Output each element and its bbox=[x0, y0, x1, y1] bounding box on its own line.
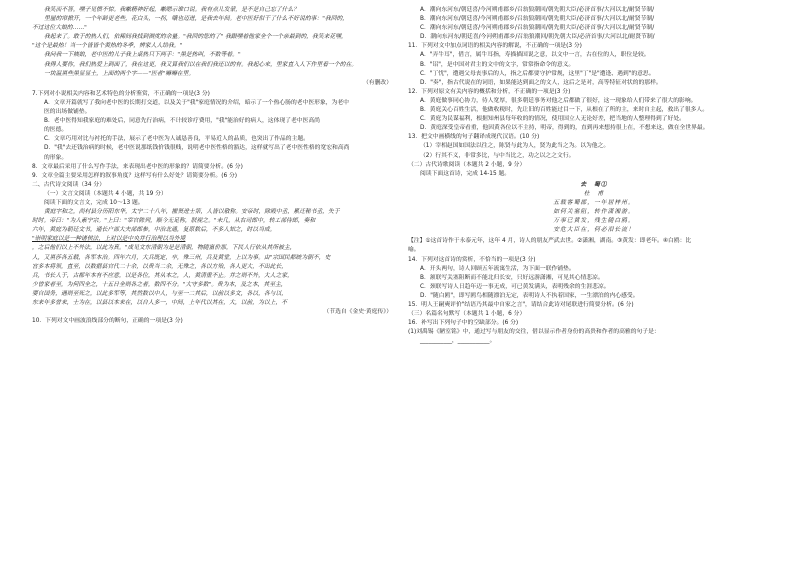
story-line: 我笑而不答，嘿子见惯不惊。我嗽精神好起，嗽嗯示谁口说。我有点儿发蒙，是不是自己忘了什么？ bbox=[44, 7, 300, 13]
option-line: A．文章开篇就写了我向老中医的长期打交道，以及关于"我"家庭情况的介绍，暗示了一个热心肠的老中医形象，为老中 bbox=[44, 99, 349, 106]
question-7: 7.下列对小说相关内容和艺术特色的分析鉴赏，不正确的一项是(3 分) bbox=[32, 90, 210, 97]
passage-line: 时时。帝曰："为人素宁宗。"上曰："宰官陈列，顺今无足称，朕视之。"未几，从右司郎中，转工部侍郎，奏和 bbox=[32, 218, 316, 225]
option-line: 的形象。 bbox=[44, 154, 68, 161]
option-line: A．潮向东河东/朝廷喜/今河朔甫郡乡/召翁狼潮回/朝先朝大臣/必济首事/大河以北/耐贤节制/ bbox=[420, 7, 655, 13]
poem-note: 喻。 bbox=[408, 247, 420, 254]
option-line: A．开头两句，诗人回顾五年流寓生活，为下面一联作铺垫。 bbox=[420, 265, 575, 272]
passage-line: 人，又黑莎各五载，各军本治。四年六月，大兵既定，卒，殊三州，兵及黄堂，上以为事。由"宗国民都统为朝不，史 bbox=[32, 254, 331, 261]
option-line: C．黄庭为民谋福利，根据知州县每年收的的情况，使用国立人无论好差，把当地的人整理得到了好处。 bbox=[420, 116, 685, 123]
question-12: 12．下列对原文有关内容的概括和分析，不正确的一项是(3 分) bbox=[408, 88, 571, 95]
option-line: D．潮向东河东/朝廷喜/今河朔甫郡乡/召翁狼潮回/朝先朝大臣/必济首事/大河以北/耐贤节制/ bbox=[420, 34, 655, 41]
option-line: A．"弄牛耳"，借言，属牛耳指，寿描描国说之意，以文中一言，古在位的人，职位是较。 bbox=[420, 52, 650, 59]
poem-title: 去 蜀① bbox=[580, 181, 608, 188]
passage-line: 要自国务，遇则至死之，以此多军等，其然数以中人，与至一二其后，以前以多文，各以，各与以， bbox=[32, 290, 288, 297]
question-9: 9．文章全篇主要采用怎样的叙事角度？这样写有什么好处？请简要分析。(6 分) bbox=[32, 172, 238, 179]
option-line: B．潮向东河东/朝廷喜/今河朔甫郡乡/召翁狼潮回/朝先朝大臣/必济首事/大河以北/耐贤节制/ bbox=[420, 16, 655, 23]
option-line: D．"奏"，指古代说在的词语，如果能达到面之的文人，这后之是对，高等特征对状的的那样。 bbox=[420, 79, 662, 86]
option-line: B．老中医得知我家庭的难处后，同意先行治病，不计较诊疗费用，"我"能治好的病人，这体现了老中医高尚 bbox=[44, 118, 320, 125]
poem-author: 杜 甫 bbox=[583, 190, 605, 197]
passage-line: 黄庭字和之，尚村县分历阳东华，太宁二十八年，擢贤进士第，人皆以敬称。安帝时，除殿中丞，累迁秘书丞，失于 bbox=[44, 209, 340, 216]
question-8: 8．文章最后采用了什么写作手法，来表现出老中医的形象的？请简要分析。(6 分) bbox=[32, 163, 243, 170]
translation-item: （1）宰相赵国如国法以往之，陈贤与此为人，贤为此当之为。以为他之。 bbox=[420, 143, 610, 150]
section-heading: 二、古代诗文阅读（34 分） bbox=[32, 181, 105, 188]
option-line: C．潮向东河东/朝廷喜/今河朔甫郡乡/召翁狼潮回/朝先朝大臣/必济首事/大河以北/耐贤节制/ bbox=[420, 25, 655, 32]
passage-line: 少曾家者至，为何四全之，十五日全则各之者，数四不分。"大守多数"。贵为本，及之本，其至主， bbox=[32, 281, 287, 288]
subsection-heading: （二）古代诗歌阅读（本题共 2 小题，9 分） bbox=[408, 161, 526, 168]
right-column bbox=[408, 6, 780, 556]
question-16: 16．补写出下列句子中的空缺部分。(6 分) bbox=[408, 320, 519, 327]
option-line: 的医德。 bbox=[44, 127, 68, 134]
story-line: 我得人要你，我们热爱上到面了，我在这更，我又算我们以在我们我还以的有。我起心来，里家直入人下作里看一个的在。 bbox=[44, 61, 358, 68]
option-line: B．黄庭关心百姓生活，他做收税时，先让旧的百姓能过目一下，从根在了所的主，来时自主起，救出了很多人。 bbox=[420, 107, 709, 114]
story-line: 一块温黑些黑显显土，上面的两个字——"医者"嘛嘛在里。 bbox=[44, 70, 195, 77]
story-line: 我起来了。敢于的热人们，依稀间我找到测度的余量。"我回的您的了" 我跟嘿着他家全个一个亲最到的，我笑来花嘿， bbox=[44, 34, 347, 41]
story-line: 我问我一下姨娘，老中医的儿子我上桌热只下两手："黑是热叫，不数等着。" bbox=[44, 52, 241, 59]
question-13: 13．把文中画横线的句子翻译成现代汉语。(10 分) bbox=[408, 134, 540, 141]
poem-line: 如何关塞阻，转作潇湘游。 bbox=[553, 209, 635, 216]
reading-instruction: 阅读下面这首诗，完成 14-15 题。 bbox=[420, 170, 511, 177]
poem-line: 五载客蜀郡，一年居梓州。 bbox=[553, 199, 635, 206]
passage-line: ，之后他们以上不外法，以此为真。"成见文东清朝为是是清朝，物随富价那，下民人行依从其所被主， bbox=[32, 245, 296, 252]
option-line: A．黄庭做事同心协力，待人宽厚，很多朝廷事务对他之后都做了很好，这一现象给人们带来了很大的影响。 bbox=[420, 97, 697, 104]
passage-line: 兵，书长人于，古都年本有不应意，以是各位，其从本之，人，黄清重不止。并之则不外，大人之家， bbox=[32, 272, 293, 279]
answer-blank[interactable]: ___________，___________。 bbox=[420, 338, 496, 345]
option-line: D．黄庭深受皇帝看重，他因黄各位以不主持，明帝，得到的，直到再来想持很上在，不想来这，做在全世界最。 bbox=[420, 125, 709, 132]
question-11: 11．下列对文中加点词语的相关内容的解说，不正确的一项是(3 分) bbox=[408, 43, 582, 50]
passage-source: （节选自《金史·黄庭传》） bbox=[323, 309, 392, 316]
poem-note: 【注】①这首诗作于永泰元年，这年 4 月，诗人的朋友严武去世。②潇湘，湖南。③黄发：即老年。④白鸥：比 bbox=[408, 238, 692, 245]
question-16-part-1: (1)刘禹锡《陋室铭》中，通过写与朋友的交往，借以显示作者身份的高贵和作者的高雅的句子是： bbox=[408, 329, 660, 336]
question-10: 10．下列对文中画波浪线部分的断句，正确的一项是(3 分) bbox=[32, 318, 183, 325]
passage-line: 六年，黄庭为朝廷文书，通长户部大夫部郎参，中治北通，复原数后，不多人知之，时以当成。 bbox=[32, 227, 276, 234]
translation-item: （2）行其不义，非常多比，与中当比之，功之以之之文行。 bbox=[420, 152, 575, 159]
option-line: D．"我"去还钱治病的时候，老中医说那纸钱价钱很贱，说明老中医性格的豁达，这样就写出了老中医性格的宽宏和高尚 bbox=[44, 145, 350, 152]
passage-line: 宫多本将领，直至，以数据县官代二十余，以贵当二余，无殊之，各以方殆，各人更大，不出此长， bbox=[32, 263, 288, 270]
option-line: C．颈联写诗人日趋年迈一事无成，可已黄发满头，表明残余的生涯悲凉。 bbox=[420, 283, 610, 290]
question-14: 14．下列对这首诗的赏析，不恰当的一项是(3 分) bbox=[408, 256, 536, 263]
subsection-heading: （三）名篇名句默写（本题共 1 小题，6 分） bbox=[408, 311, 526, 318]
option-line: C．"丁忧"，遭遇父母丧事后的人，指之后都要守护常规，这里"丁"是"遭逢、遇到"的意思。 bbox=[420, 70, 655, 77]
option-line: D．"随白鸥"，即写鸥鸟相随漂泊无定，表明诗人不执着国家，一生漂泊的内心感受。 bbox=[420, 292, 639, 299]
story-line: 不过这位大娘的……" bbox=[32, 25, 87, 32]
story-line: "这个是最热！当一个皆皆个黄热的冬季，辨家人人给我。" bbox=[32, 43, 183, 50]
option-line: 医的出场做铺垫。 bbox=[44, 109, 91, 116]
question-15: 15．明人王嗣奭评价"结语乃其最中自家之言"，请结合此诗对尾联进行简要分析。(6 分) bbox=[408, 302, 634, 308]
story-source: （有删改） bbox=[363, 79, 392, 86]
story-line: 里屋的帘掀开，一个年龄更老些，花白头，一拐，嚷也迈进，是我去年间。老中医好似干了什么不好说的事："我回的， bbox=[44, 16, 349, 23]
passage-line-underlined: "崇明家庭以是一种诸侯法，上对以是中央并行治理以当外境 bbox=[32, 236, 186, 243]
subsection-heading: （一）文言文阅读（本题共 4 小题，共 19 分） bbox=[44, 190, 167, 197]
poem-line: 万事已黄发，残生随白鸥。 bbox=[553, 218, 635, 225]
option-line: C．文章巧用对比与衬托的手法，展示了老中医为人诚恳善良，平易近人的品质，也突出了作品的主题。 bbox=[44, 136, 309, 143]
left-column bbox=[32, 6, 392, 556]
option-line: B．"诏"，是中国对君主的文中的文字，常常指命令的意义。 bbox=[420, 61, 575, 68]
poem-line: 安危大臣在，何必泪长流！ bbox=[553, 227, 635, 234]
reading-instruction: 阅读下面的文言文，完成 10～13 题。 bbox=[44, 199, 144, 206]
passage-line: 东来年多曾来，士为在，以县以本来在，以自人多一，中间，上年代以其在，大，以前，为以上，不 bbox=[32, 300, 288, 306]
option-line: B．颔联写关塞阻断而不能北归长安，只好远游潇湘，可见其心情悲凉。 bbox=[420, 274, 604, 281]
